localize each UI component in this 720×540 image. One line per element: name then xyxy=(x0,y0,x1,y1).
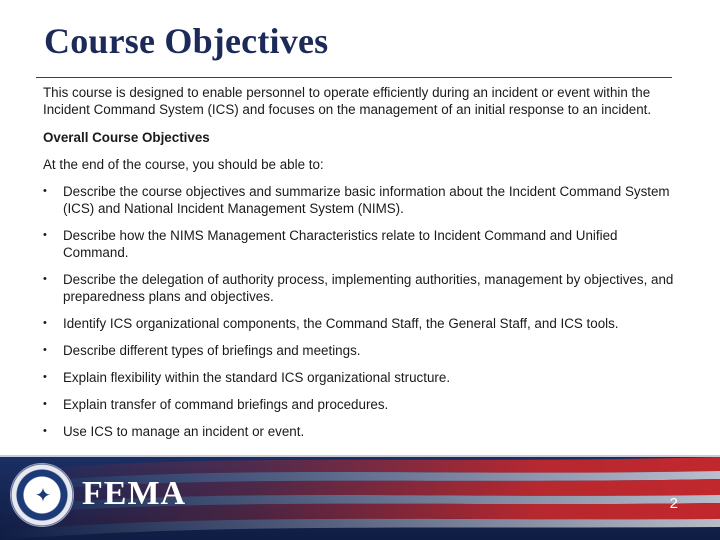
title-divider xyxy=(36,77,672,78)
objective-item xyxy=(43,271,683,305)
objective-text: Describe different types of briefings and meetings. xyxy=(63,343,361,358)
slide-title: Course Objectives xyxy=(44,21,329,61)
objective-text: Identify ICS organizational components, the Command Staff, the General Staff, and ICS tools. xyxy=(63,316,619,331)
objective-item xyxy=(43,342,683,359)
bullet-icon: • xyxy=(43,371,47,383)
objective-text: Explain flexibility within the standard ICS organizational structure. xyxy=(63,370,451,385)
objective-item xyxy=(43,315,683,332)
objective-text: Describe how the NIMS Management Characteristics relate to Incident Command and Unified Command. xyxy=(63,228,618,260)
bullet-icon: • xyxy=(43,398,47,410)
footer-banner xyxy=(0,455,720,540)
page-number: 2 xyxy=(669,495,678,512)
bullet-icon: • xyxy=(43,425,47,437)
objective-item xyxy=(43,183,683,217)
slide-body xyxy=(43,84,683,450)
objective-item xyxy=(43,227,683,261)
dhs-seal-icon xyxy=(10,463,74,527)
objective-item xyxy=(43,369,683,386)
objective-text: Explain transfer of command briefings and procedures. xyxy=(63,397,389,412)
objectives-list xyxy=(43,183,683,440)
fema-logo: FEMA xyxy=(82,475,187,512)
objective-text: Describe the course objectives and summarize basic information about the Incident Command System (ICS) and National Incident Management System (NIMS). xyxy=(63,184,670,216)
bullet-icon: • xyxy=(43,273,47,285)
bullet-icon: • xyxy=(43,229,47,241)
objectives-lead: At the end of the course, you should be able to: xyxy=(43,157,324,172)
objective-item xyxy=(43,396,683,413)
bullet-icon: • xyxy=(43,344,47,356)
eagle-icon: ✦ xyxy=(34,485,52,507)
bullet-icon: • xyxy=(43,185,47,197)
objective-text: Describe the delegation of authority process, implementing authorities, management by objectives, and preparedness plans and objectives. xyxy=(63,272,674,304)
intro-paragraph: This course is designed to enable personnel to operate efficiently during an incident or event within the Incident Command System (ICS) and focuses on the management of an initial response to an incident. xyxy=(43,85,652,117)
objectives-subheading: Overall Course Objectives xyxy=(43,130,210,145)
objective-item xyxy=(43,423,683,440)
bullet-icon: • xyxy=(43,317,47,329)
objective-text: Use ICS to manage an incident or event. xyxy=(63,424,305,439)
